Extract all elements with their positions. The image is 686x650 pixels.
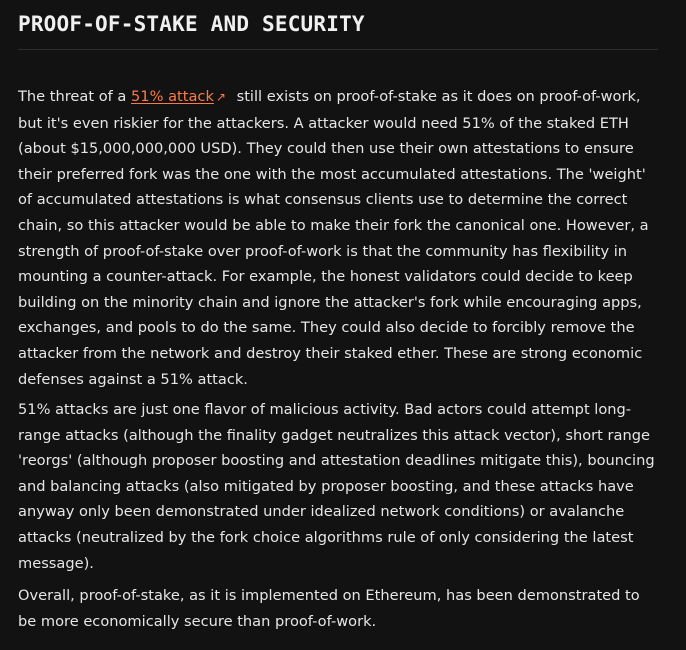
section-title: PROOF-OF-STAKE AND SECURITY [18,12,365,36]
external-link-icon: ↗ [215,90,226,104]
paragraph-51-attack [18,84,658,392]
title-divider [18,49,658,50]
paragraph-attack-types: 51% attacks are just one flavor of malicious activity. Bad actors could attempt long-range attacks (although the finality gadget neutralizes this attack vector), short range 'reorgs' (although proposer boosting and attestation deadlines mitigate this), bouncing and balancing attacks (also mitigated by proposer boosting, and these attacks have anyway only been demonstrated under idealized network conditions) or avalanche attacks (neutralized by the fork choice algorithms rule of only considering the latest message). [18,401,655,572]
link-text[interactable]: 51% attack [131,88,214,105]
paragraph-text: still exists on proof-of-stake as it does on proof-of-work, but it's even riskier for the attackers. A attacker would need 51% of the staked ETH (about $15,000,000,000 USD). They could then use their own attestations to ensure their preferred fork was the one with the most accumulated attestations. The 'weight' of accumulated attestations is what consensus clients use to determine the correct chain, so this attacker would be able to make their fork the canonical one. However, a strength of proof-of-stake over proof-of-work is that the community has flexibility in mounting a counter-attack. For example, the honest validators could decide to keep building on the minority chain and ignore the attacker's fork while encouraging apps, exchanges, and pools to do the same. They could also decide to forcibly remove the attacker from the network and destroy their staked ether. These are strong economic defenses against a 51% attack. [18,88,649,388]
paragraph-text: The threat of a [18,88,132,105]
51-percent-attack-link[interactable] [131,88,232,105]
paragraph-conclusion: Overall, proof-of-stake, as it is implemented on Ethereum, has been demonstrated to be more economically secure than proof-of-work. [18,587,640,630]
